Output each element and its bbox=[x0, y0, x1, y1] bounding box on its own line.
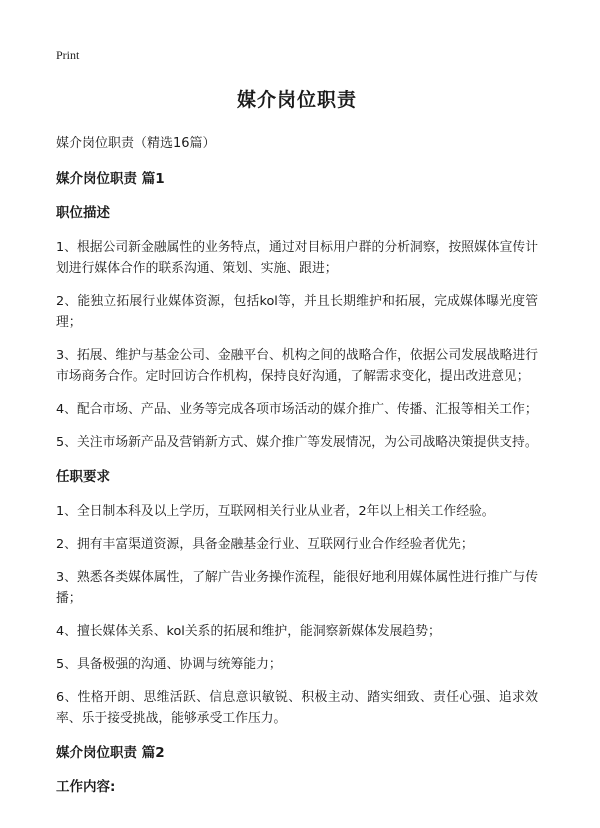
requirements-block bbox=[56, 465, 538, 729]
page-title: 媒介岗位职责 bbox=[236, 89, 357, 111]
list-item: 6、性格开朗、思维活跃、信息意识敏锐、积极主动、踏实细致、责任心强、追求效率、乐于接受挑战，能够承受工作压力。 bbox=[56, 690, 538, 726]
list-item: 2、拥有丰富渠道资源，具备金融基金行业、互联网行业合作经验者优先； bbox=[56, 537, 474, 552]
sub-heading: 任职要求 bbox=[56, 469, 110, 485]
document-subtitle: 媒介岗位职责（精选16篇） bbox=[56, 136, 216, 151]
section-heading: 媒介岗位职责 篇1 bbox=[56, 171, 165, 187]
section-2 bbox=[56, 741, 538, 795]
list-item: 2、能独立拓展行业媒体资源，包括kol等，并且长期维护和拓展，完成媒体曝光度管理； bbox=[56, 294, 538, 330]
list-item: 4、擅长媒体关系、kol关系的拓展和维护，能洞察新媒体发展趋势； bbox=[56, 624, 441, 639]
list-item: 1、全日制本科及以上学历，互联网相关行业从业者，2年以上相关工作经验。 bbox=[56, 504, 495, 519]
section-1 bbox=[56, 167, 538, 729]
print-link[interactable]: Print bbox=[56, 48, 80, 62]
sub-heading: 职位描述 bbox=[56, 205, 110, 221]
list-item: 4、配合市场、产品、业务等完成各项市场活动的媒介推广、传播、汇报等相关工作； bbox=[56, 402, 538, 417]
job-description-block bbox=[56, 201, 538, 453]
list-item: 3、拓展、维护与基金公司、金融平台、机构之间的战略合作，依据公司发展战略进行市场商务合作。定时回访合作机构，保持良好沟通，了解需求变化，提出改进意见； bbox=[56, 348, 538, 384]
sub-heading: 工作内容: bbox=[56, 779, 116, 795]
section-heading: 媒介岗位职责 篇2 bbox=[56, 745, 165, 761]
list-item: 1、根据公司新金融属性的业务特点，通过对目标用户群的分析洞察，按照媒体宣传计划进行媒体合作的联系沟通、策划、实施、跟进； bbox=[56, 240, 538, 276]
list-item: 5、具备极强的沟通、协调与统筹能力； bbox=[56, 657, 282, 672]
list-item: 3、熟悉各类媒体属性，了解广告业务操作流程，能很好地利用媒体属性进行推广与传播； bbox=[56, 570, 538, 606]
list-item: 5、关注市场新产品及营销新方式、媒介推广等发展情况，为公司战略决策提供支持。 bbox=[56, 435, 538, 450]
